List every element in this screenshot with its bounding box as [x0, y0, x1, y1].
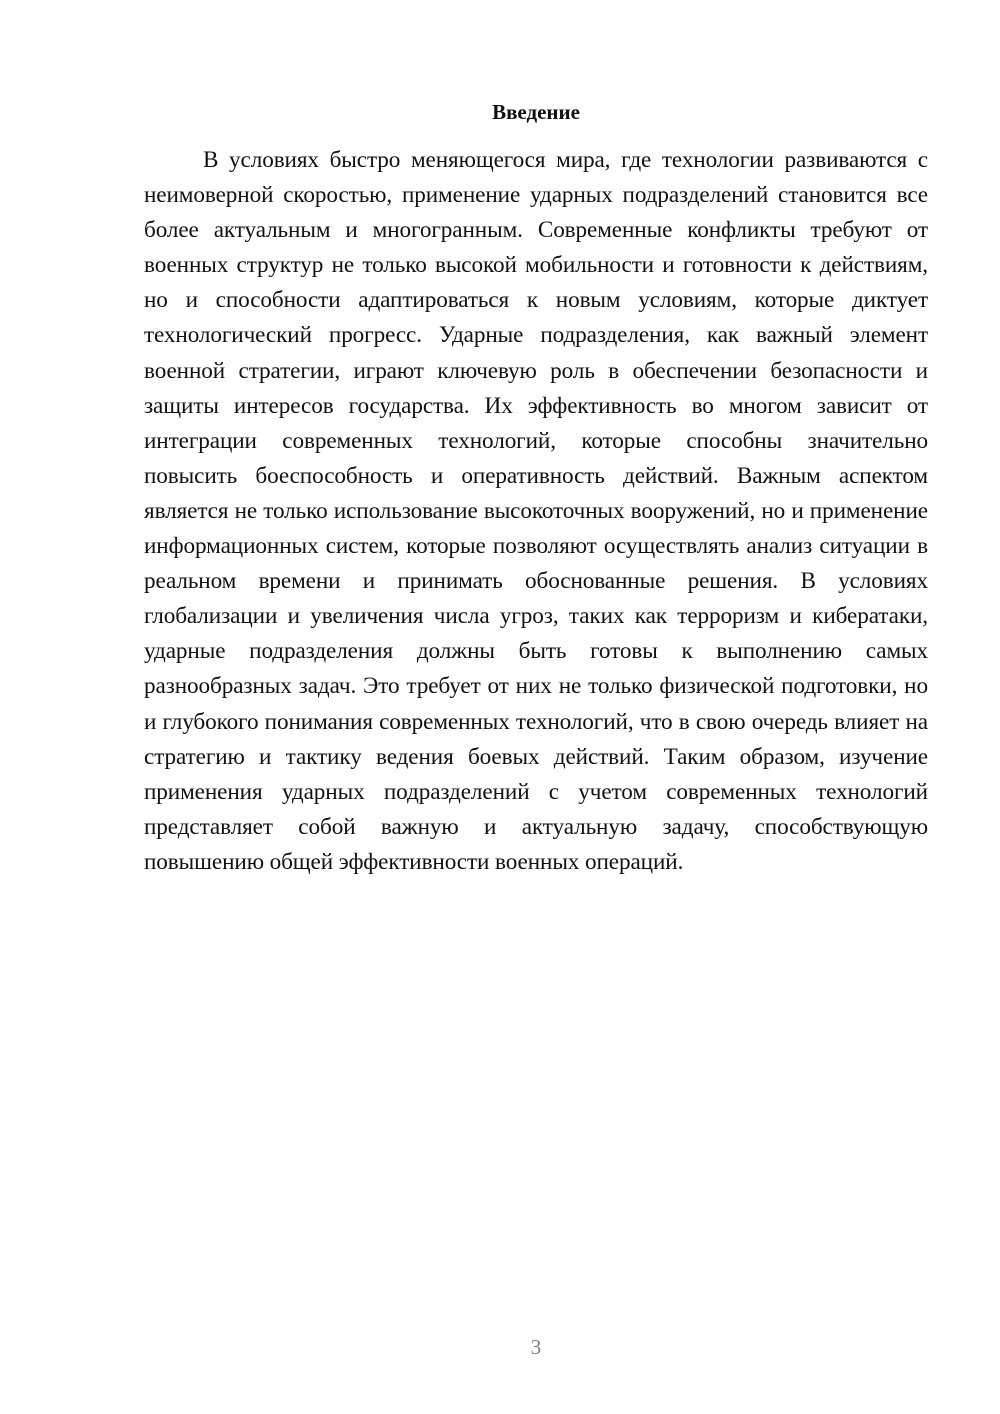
section-heading: Введение: [492, 100, 580, 124]
page-number: 3: [530, 1335, 542, 1359]
body-paragraph: В условиях быстро меняющегося мира, где технологии развиваются с неимоверной скоростью, применение ударных подразделений становится все более актуальным и многогранным. Современные конфликты требуют от военных структур не только высокой мобильности и готовности к действиям, но и способности адаптироваться к новым условиям, которые диктует технологический прогресс. Ударные подразделения, как важный элемент военной стратегии, играют ключевую роль в обеспечении безопасности и защиты интересов государства. Их эффективность во многом зависит от интеграции современных технологий, которые способны значительно повысить боеспособность и оперативность действий. Важным аспектом является не только использование высокоточных вооружений, но и применение информационных систем, которые позволяют осуществлять анализ ситуации в реальном времени и принимать обоснованные решения. В условиях глобализации и увеличения числа угроз, таких как терроризм и кибератаки, ударные подразделения должны быть готовы к выполнению самых разнообразных задач. Это требует от них не только физической подготовки, но и глубокого понимания современных технологий, что в свою очередь влияет на стратегию и тактику ведения боевых действий. Таким образом, изучение применения ударных подразделений с учетом современных технологий представляет собой важную и актуальную задачу, способствующую повышению общей эффективности военных операций.: [144, 147, 928, 875]
